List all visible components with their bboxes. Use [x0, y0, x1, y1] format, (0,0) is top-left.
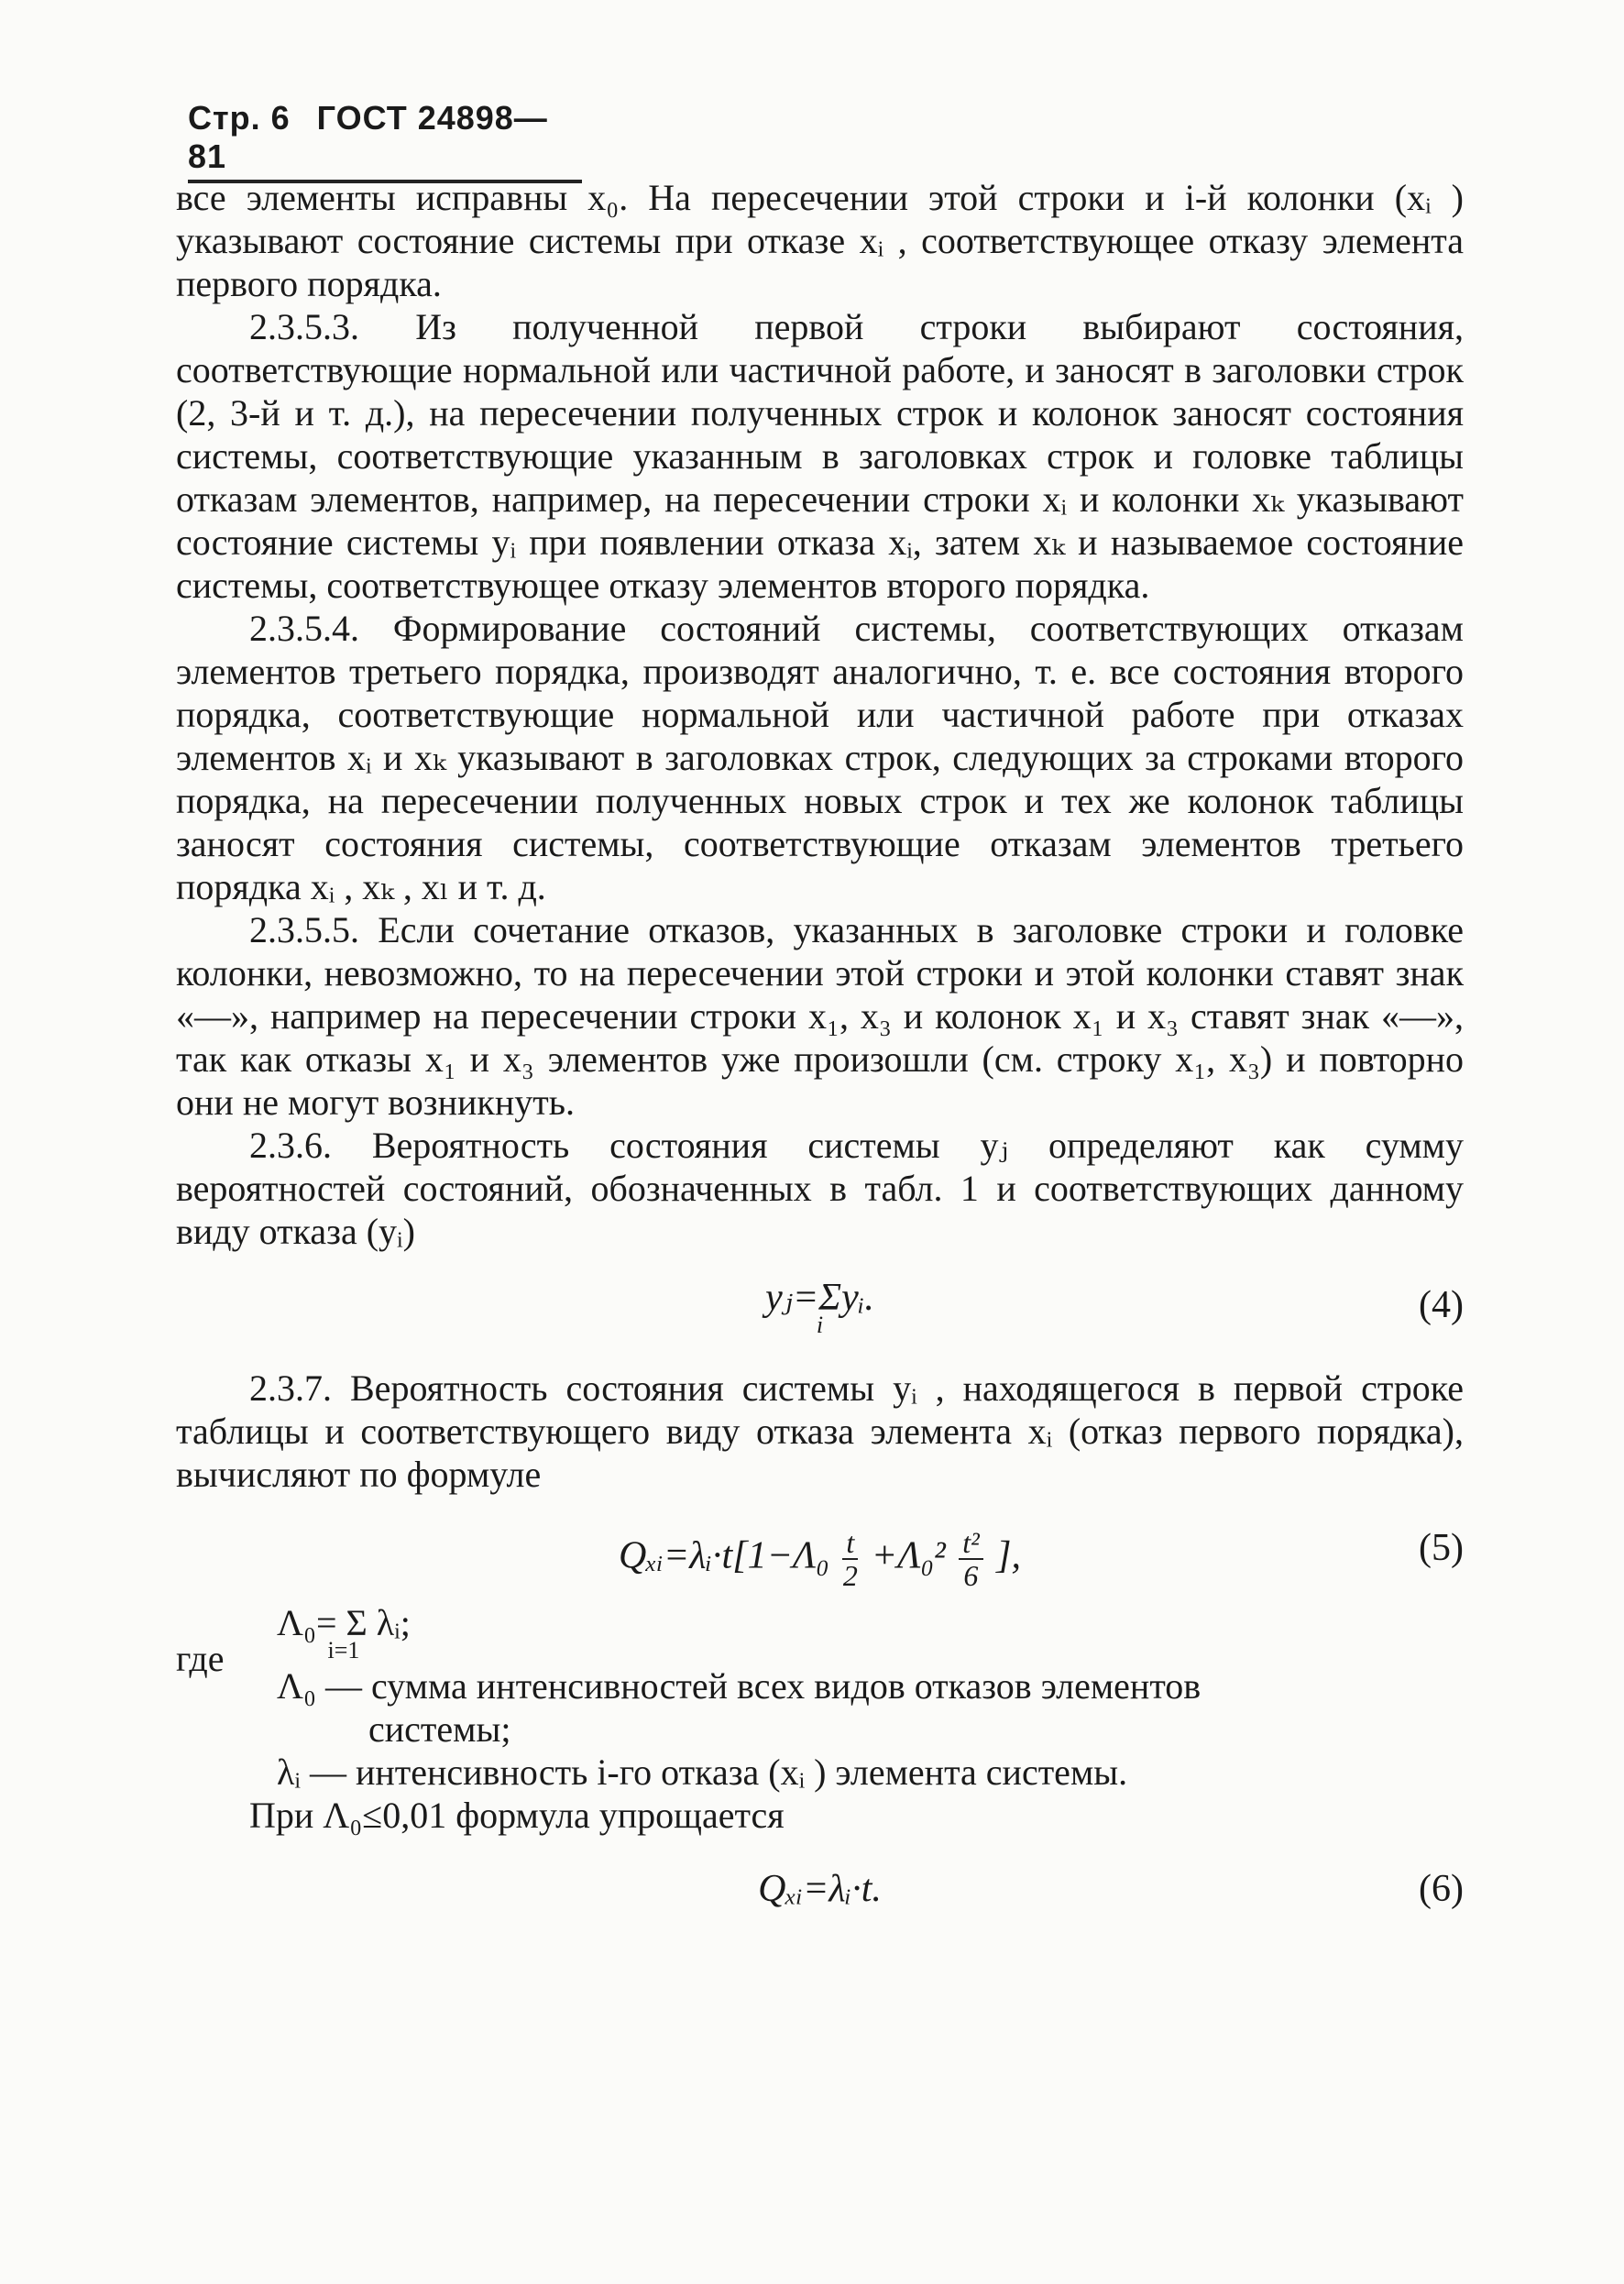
formula-4-expression: yⱼ=Σyᵢ.: [765, 1277, 874, 1319]
formula-5-number: (5): [1419, 1527, 1464, 1569]
paragraph-2-3-7: 2.3.7. Вероятность состояния системы yᵢ , находящегося в первой строке таблицы и соответствующего виду отказа элемента xᵢ (отказ первого порядка), вычисляют по формуле: [176, 1367, 1464, 1495]
fraction-2-numerator: t²: [959, 1527, 982, 1560]
paragraph-2-3-5-5: 2.3.5.5. Если сочетание отказов, указанных в заголовке строки и головке колонки, невозможно, то на пересечении этой строки и этой колонки ставят знак «—», например на пересечении строки x₁, x₃ и колонок x₁ и x₃ ставят знак «—», так как отказы x₁ и x₃ элементов уже произошли (см. строку x₁, x₃) и повторно они не могут возникнуть.: [176, 909, 1464, 1123]
formula-5-fraction-1: [842, 1527, 858, 1591]
formula-4-index: i: [816, 1312, 824, 1338]
formula-6: [176, 1848, 1464, 1939]
fraction-2-denominator: 6: [963, 1559, 979, 1592]
formula-4: [176, 1264, 1464, 1356]
paragraph-2-3-5-4: 2.3.5.4. Формирование состояний системы, соответствующих отказам элементов третьего порядка, производят аналогично, т. е. все состояния второго порядка, соответствующие нормальной или частичной работе при отказах элементов xᵢ и xₖ указывают в заголовках строк, следующих за строками второго порядка, на пересечении полученных новых строк и тех же колонок таблицы заносят состояния системы, соответствующие отказам элементов третьего порядка xᵢ , xₖ , xₗ и т. д.: [176, 608, 1464, 907]
formula-5-mid: +Λ₀²: [871, 1534, 946, 1577]
page-number: Стр. 6: [188, 99, 291, 137]
formula-4-number: (4): [1419, 1284, 1464, 1326]
paragraph-simplification: При Λ₀≤0,01 формула упрощается: [249, 1795, 785, 1836]
formula-5-fraction-2: [959, 1527, 982, 1591]
formula-5: [176, 1507, 1464, 1598]
standard-code: ГОСТ 24898—81: [188, 99, 548, 175]
page-header: [188, 99, 582, 183]
paragraph-2-3-6: 2.3.6. Вероятность состояния системы yⱼ определяют как сумму вероятностей состояний, обозначенных в табл. 1 и соответствующих данному виду отказа (yᵢ): [176, 1125, 1464, 1252]
where-label: где: [176, 1638, 225, 1679]
definition-lambda-i: λᵢ — интенсивность i-го отказа (xᵢ ) элемента системы.: [277, 1751, 1128, 1793]
body-text: [176, 176, 1464, 1950]
lambda-sum-index: i=1: [327, 1637, 360, 1664]
where-block: [176, 1602, 1464, 1794]
definition-lambda-0: Λ₀ — сумма интенсивностей всех видов отказов элементов: [277, 1665, 1202, 1707]
fraction-1-numerator: t: [842, 1527, 858, 1560]
formula-5-lhs: Qₓᵢ=λᵢ·t[1−Λ₀: [618, 1534, 829, 1577]
formula-5-end: ],: [996, 1534, 1022, 1577]
fraction-1-denominator: 2: [842, 1559, 858, 1592]
lambda-sum: Λ₀= Σ λᵢ;: [277, 1602, 411, 1643]
formula-6-expression: Qₓᵢ=λᵢ·t.: [758, 1868, 882, 1910]
paragraph-continuation: все элементы исправны x₀. На пересечении этой строки и i-й колонки (xᵢ ) указывают состояние системы при отказе xᵢ , соответствующее отказу элемента первого порядка.: [176, 177, 1464, 304]
formula-6-number: (6): [1419, 1868, 1464, 1910]
definition-lambda-0-cont: системы;: [368, 1708, 511, 1750]
paragraph-2-3-5-3: 2.3.5.3. Из полученной первой строки выбирают состояния, соответствующие нормальной или частичной работе, и заносят в заголовки строк (2, 3-й и т. д.), на пересечении полученных строк и колонок заносят состояния системы, соответствующие указанным в заголовках строк и головке таблицы отказам элементов, например, на пересечении строки xᵢ и колонки xₖ указывают состояние системы yᵢ при появлении отказа xᵢ, затем xₖ и называемое состояние системы, соответствующее отказу элементов второго порядка.: [176, 306, 1464, 606]
